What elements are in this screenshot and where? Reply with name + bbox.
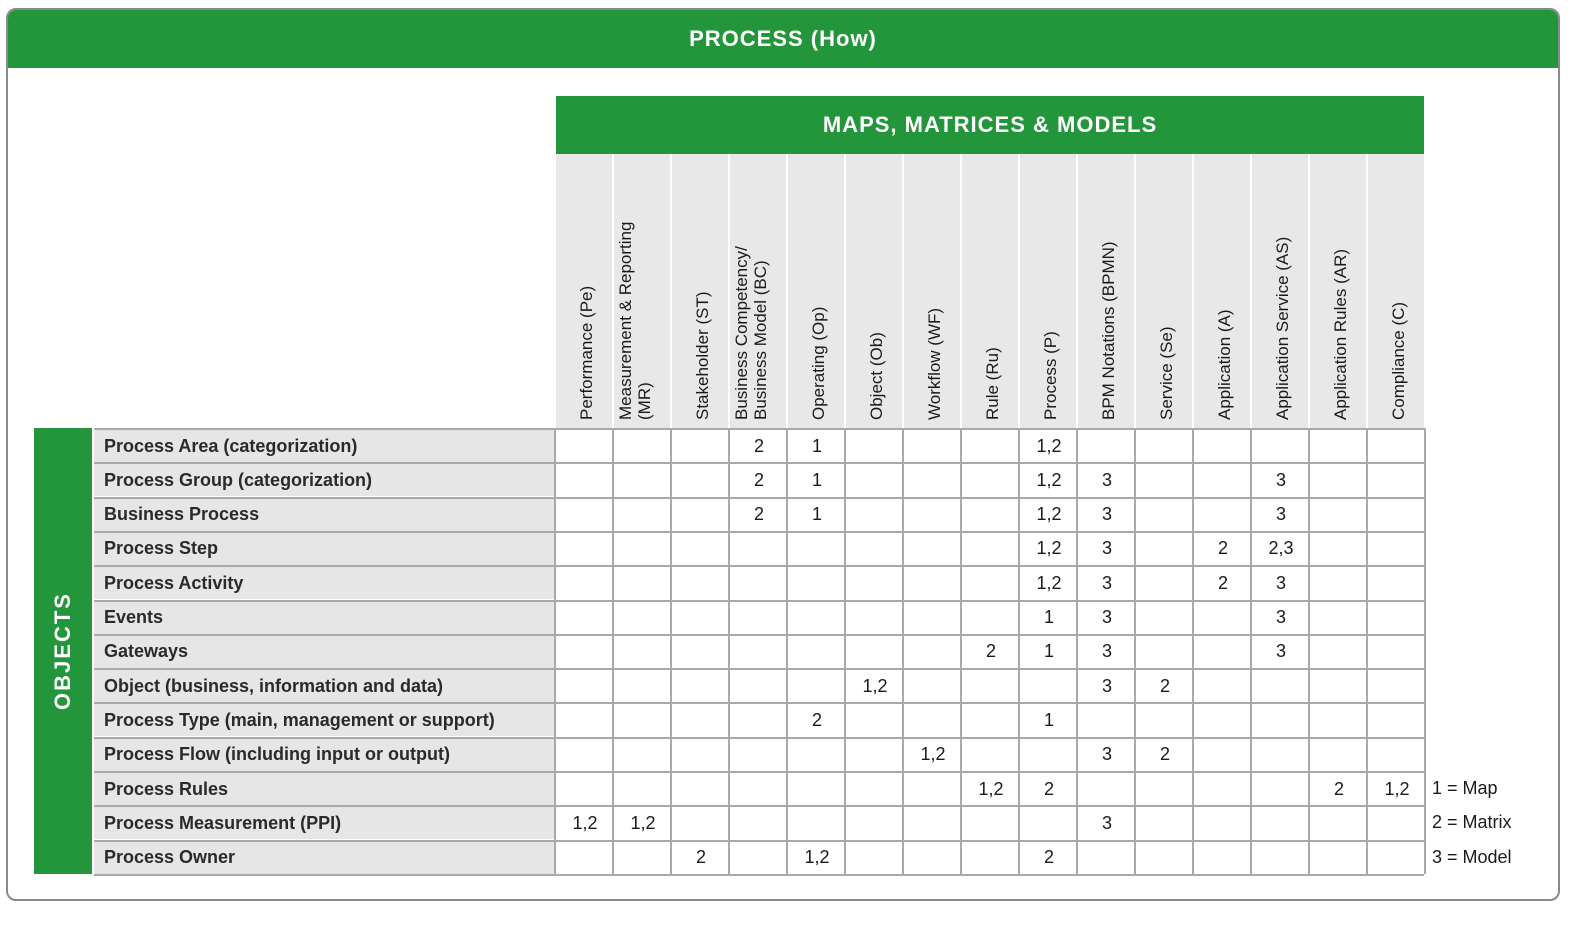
matrix-cell: 1,2 bbox=[1036, 504, 1062, 525]
matrix-cell bbox=[1194, 670, 1252, 702]
matrix-cell: 3 bbox=[1275, 607, 1286, 627]
matrix-cell: 3 bbox=[1101, 607, 1112, 627]
matrix-cell bbox=[1194, 807, 1252, 839]
matrix-cell bbox=[1368, 704, 1426, 736]
matrix-cell: 2 bbox=[753, 504, 764, 525]
matrix-cell bbox=[1368, 842, 1426, 874]
matrix-cell: 2 bbox=[1159, 675, 1170, 696]
matrix-cell bbox=[1252, 807, 1310, 839]
matrix-cell bbox=[556, 636, 614, 668]
matrix-cell bbox=[1368, 499, 1426, 531]
matrix-cell bbox=[556, 533, 614, 565]
column-header bbox=[1368, 154, 1426, 430]
matrix-cell bbox=[1252, 704, 1310, 736]
row-label: Process Step bbox=[94, 533, 554, 565]
legend-item: 3 = Model bbox=[1432, 846, 1512, 867]
column-header bbox=[614, 154, 672, 430]
matrix-cell bbox=[1020, 739, 1078, 771]
matrix-cell bbox=[962, 464, 1020, 496]
column-header-label: Workflow (WF) bbox=[925, 307, 944, 420]
matrix-cell: 1,2 bbox=[978, 778, 1004, 799]
matrix-cell: 1,2 bbox=[804, 847, 830, 868]
page-title: PROCESS (How) bbox=[8, 10, 1558, 68]
column-header bbox=[1194, 154, 1252, 430]
matrix-cell bbox=[730, 704, 788, 736]
matrix-cell: 2 bbox=[753, 435, 764, 456]
matrix-cell: 3 bbox=[1101, 538, 1112, 559]
matrix-cell: 3 bbox=[1101, 675, 1112, 696]
column-divider bbox=[1308, 428, 1310, 874]
matrix-cell bbox=[904, 842, 962, 874]
matrix-cell bbox=[556, 567, 614, 599]
matrix-cell bbox=[730, 773, 788, 805]
row-label: Process Type (main, management or support) bbox=[94, 704, 554, 736]
column-header-label: Application Service (AS) bbox=[1273, 236, 1292, 420]
column-divider bbox=[1018, 428, 1020, 874]
matrix-cell bbox=[730, 602, 788, 634]
matrix-cell: 1,2 bbox=[630, 812, 656, 833]
row-label: Gateways bbox=[94, 636, 554, 668]
matrix-cell bbox=[614, 567, 672, 599]
column-header-label: Service (Se) bbox=[1157, 326, 1176, 420]
process-matrix-panel bbox=[6, 8, 1560, 901]
matrix-cell bbox=[1194, 704, 1252, 736]
matrix-cell: 1,2 bbox=[1036, 469, 1062, 490]
matrix-cell bbox=[962, 533, 1020, 565]
matrix-cell bbox=[846, 807, 904, 839]
matrix-cell bbox=[1368, 567, 1426, 599]
matrix-cell bbox=[1310, 567, 1368, 599]
matrix-cell bbox=[1194, 464, 1252, 496]
matrix-cell bbox=[614, 533, 672, 565]
column-header bbox=[788, 154, 846, 430]
column-divider bbox=[960, 428, 962, 874]
matrix-cell: 2,3 bbox=[1268, 538, 1294, 559]
matrix-cell bbox=[1194, 636, 1252, 668]
matrix-cell bbox=[614, 636, 672, 668]
matrix-cell bbox=[1136, 464, 1194, 496]
matrix-cell bbox=[672, 739, 730, 771]
column-divider bbox=[1366, 428, 1368, 874]
matrix-cell bbox=[1252, 773, 1310, 805]
column-header bbox=[904, 154, 962, 430]
matrix-cell: 1,2 bbox=[1384, 778, 1410, 799]
matrix-cell bbox=[1252, 430, 1310, 462]
column-divider bbox=[1134, 428, 1136, 874]
matrix-cell bbox=[788, 773, 846, 805]
matrix-cell: 3 bbox=[1101, 641, 1112, 662]
maps-matrices-models-header: MAPS, MATRICES & MODELS bbox=[556, 96, 1424, 154]
matrix-cell: 1,2 bbox=[862, 675, 888, 696]
column-divider bbox=[670, 428, 672, 874]
matrix-cell bbox=[1078, 842, 1136, 874]
matrix-cell bbox=[1368, 739, 1426, 771]
matrix-cell bbox=[904, 807, 962, 839]
matrix-cell bbox=[962, 739, 1020, 771]
matrix-cell bbox=[1368, 636, 1426, 668]
column-header-label: BPM Notations (BPMN) bbox=[1099, 241, 1118, 420]
matrix-cell: 2 bbox=[985, 641, 996, 662]
column-header-label: Stakeholder (ST) bbox=[693, 291, 712, 420]
matrix-cell bbox=[556, 842, 614, 874]
matrix-cell: 1,2 bbox=[920, 744, 946, 765]
legend-item: 2 = Matrix bbox=[1432, 812, 1512, 833]
column-divider bbox=[1424, 428, 1426, 874]
matrix-cell bbox=[846, 567, 904, 599]
column-header bbox=[1136, 154, 1194, 430]
matrix-cell bbox=[556, 430, 614, 462]
row-label: Process Measurement (PPI) bbox=[94, 807, 554, 839]
matrix-cell: 2 bbox=[1043, 778, 1054, 799]
matrix-cell bbox=[1136, 842, 1194, 874]
matrix-cell bbox=[1252, 842, 1310, 874]
matrix-cell bbox=[614, 602, 672, 634]
matrix-cell bbox=[1310, 636, 1368, 668]
matrix-cell bbox=[672, 670, 730, 702]
row-label: Object (business, information and data) bbox=[94, 670, 554, 702]
column-divider bbox=[1192, 428, 1194, 874]
matrix-cell bbox=[846, 636, 904, 668]
matrix-cell bbox=[672, 807, 730, 839]
column-divider bbox=[554, 428, 556, 874]
matrix-cell bbox=[1136, 636, 1194, 668]
matrix-cell bbox=[1136, 567, 1194, 599]
matrix-cell bbox=[556, 499, 614, 531]
matrix-cell bbox=[1136, 499, 1194, 531]
matrix-cell: 2 bbox=[753, 469, 764, 490]
matrix-cell bbox=[1020, 670, 1078, 702]
matrix-cell: 1 bbox=[1043, 641, 1054, 662]
matrix-cell bbox=[1078, 773, 1136, 805]
matrix-cell bbox=[962, 602, 1020, 634]
matrix-cell: 1,2 bbox=[1036, 435, 1062, 456]
column-header bbox=[1252, 154, 1310, 430]
column-header-label: Application Rules (AR) bbox=[1331, 248, 1350, 420]
legend-item: 1 = Map bbox=[1432, 778, 1498, 798]
matrix-cell: 3 bbox=[1101, 572, 1112, 593]
matrix-cell: 1 bbox=[1043, 709, 1054, 730]
matrix-cell bbox=[962, 567, 1020, 599]
matrix-cell bbox=[614, 704, 672, 736]
column-header-label: Performance (Pe) bbox=[577, 285, 596, 420]
column-header bbox=[1078, 154, 1136, 430]
matrix-cell: 2 bbox=[1043, 847, 1054, 868]
matrix-cell bbox=[962, 842, 1020, 874]
matrix-cell bbox=[788, 567, 846, 599]
matrix-cell bbox=[672, 567, 730, 599]
matrix-cell bbox=[846, 430, 904, 462]
column-header bbox=[730, 154, 788, 430]
matrix-cell bbox=[1368, 807, 1426, 839]
matrix-cell bbox=[730, 739, 788, 771]
matrix-cell bbox=[1252, 670, 1310, 702]
matrix-cell bbox=[1368, 464, 1426, 496]
matrix-cell bbox=[556, 773, 614, 805]
matrix-cell: 2 bbox=[1217, 572, 1228, 593]
matrix-cell: 3 bbox=[1101, 469, 1112, 490]
matrix-cell: 1 bbox=[1043, 607, 1054, 627]
matrix-cell bbox=[846, 773, 904, 805]
matrix-cell bbox=[1136, 533, 1194, 565]
row-label: Process Flow (including input or output) bbox=[94, 739, 554, 771]
matrix-cell: 1,2 bbox=[1036, 538, 1062, 559]
matrix-cell bbox=[672, 602, 730, 634]
column-divider bbox=[844, 428, 846, 874]
matrix-cell bbox=[614, 842, 672, 874]
column-header-label: Object (Ob) bbox=[867, 332, 886, 420]
matrix-cell bbox=[1020, 807, 1078, 839]
matrix-cell: 2 bbox=[1159, 744, 1170, 765]
matrix-cell: 3 bbox=[1275, 504, 1286, 525]
matrix-cell: 3 bbox=[1275, 641, 1286, 662]
matrix-cell bbox=[672, 430, 730, 462]
column-header-label: Application (A) bbox=[1215, 309, 1234, 420]
matrix-cell bbox=[1310, 842, 1368, 874]
matrix-cell bbox=[672, 499, 730, 531]
matrix-cell bbox=[1136, 430, 1194, 462]
matrix-cell bbox=[1310, 499, 1368, 531]
matrix-cell bbox=[904, 602, 962, 634]
matrix-cell bbox=[904, 533, 962, 565]
objects-side-label: OBJECTS bbox=[50, 592, 75, 710]
matrix-cell: 1 bbox=[811, 435, 822, 456]
matrix-cell bbox=[1078, 704, 1136, 736]
matrix-cell bbox=[962, 670, 1020, 702]
matrix-cell: 3 bbox=[1101, 504, 1112, 525]
column-header bbox=[1310, 154, 1368, 430]
matrix-cell bbox=[556, 704, 614, 736]
matrix-cell bbox=[846, 602, 904, 634]
matrix-cell: 3 bbox=[1275, 572, 1286, 593]
column-header bbox=[846, 154, 904, 430]
row-label: Business Process bbox=[94, 499, 554, 531]
column-header-label: Rule (Ru) bbox=[983, 347, 1002, 420]
matrix-cell bbox=[1368, 533, 1426, 565]
matrix-cell bbox=[730, 842, 788, 874]
objects-side-label-bar bbox=[34, 428, 92, 874]
matrix-cell: 1,2 bbox=[572, 812, 598, 833]
matrix-cell bbox=[1310, 430, 1368, 462]
matrix-cell bbox=[1194, 430, 1252, 462]
matrix-cell bbox=[1310, 807, 1368, 839]
matrix-cell bbox=[1194, 842, 1252, 874]
matrix-cell bbox=[556, 464, 614, 496]
matrix-cell bbox=[556, 670, 614, 702]
matrix-cell: 3 bbox=[1275, 469, 1286, 490]
matrix-cell bbox=[846, 704, 904, 736]
matrix-cell bbox=[556, 739, 614, 771]
column-header-label: Process (P) bbox=[1041, 331, 1060, 420]
matrix-cell bbox=[672, 464, 730, 496]
matrix-cell bbox=[962, 704, 1020, 736]
matrix-cell bbox=[614, 464, 672, 496]
column-header-label: Business Competency/ Business Model (BC) bbox=[732, 246, 770, 420]
matrix-cell bbox=[846, 464, 904, 496]
matrix-cell bbox=[672, 533, 730, 565]
matrix-cell bbox=[1194, 773, 1252, 805]
matrix-cell bbox=[1368, 430, 1426, 462]
matrix-cell bbox=[1136, 704, 1194, 736]
matrix-cell bbox=[1136, 807, 1194, 839]
matrix-cell bbox=[904, 773, 962, 805]
matrix-cell bbox=[1078, 430, 1136, 462]
matrix-cell bbox=[904, 567, 962, 599]
matrix-cell: 1,2 bbox=[1036, 572, 1062, 593]
matrix-cell bbox=[730, 807, 788, 839]
matrix-cell: 1 bbox=[811, 504, 822, 525]
matrix-cell bbox=[614, 430, 672, 462]
matrix-cell bbox=[904, 636, 962, 668]
matrix-cell bbox=[1252, 739, 1310, 771]
row-divider bbox=[94, 874, 1424, 876]
matrix-cell: 2 bbox=[695, 847, 706, 868]
column-divider bbox=[612, 428, 614, 874]
column-divider bbox=[1250, 428, 1252, 874]
matrix-cell bbox=[788, 739, 846, 771]
matrix-cell bbox=[904, 430, 962, 462]
column-divider bbox=[786, 428, 788, 874]
matrix-cell bbox=[1310, 739, 1368, 771]
matrix-cell bbox=[672, 773, 730, 805]
matrix-cell: 2 bbox=[1217, 538, 1228, 559]
matrix-cell bbox=[1310, 704, 1368, 736]
matrix-cell bbox=[904, 464, 962, 496]
matrix-cell bbox=[846, 739, 904, 771]
matrix-cell bbox=[1194, 499, 1252, 531]
column-header bbox=[1020, 154, 1078, 430]
row-label: Process Rules bbox=[94, 773, 554, 805]
matrix-cell bbox=[1368, 602, 1426, 634]
matrix-cell bbox=[1310, 602, 1368, 634]
matrix-cell bbox=[614, 739, 672, 771]
matrix-cell bbox=[904, 704, 962, 736]
column-header-label: Measurement & Reporting (MR) bbox=[616, 221, 654, 420]
matrix-cell bbox=[730, 636, 788, 668]
matrix-cell bbox=[962, 807, 1020, 839]
matrix-cell bbox=[1310, 533, 1368, 565]
matrix-cell bbox=[672, 636, 730, 668]
matrix-cell bbox=[788, 533, 846, 565]
matrix-cell bbox=[614, 773, 672, 805]
column-divider bbox=[1076, 428, 1078, 874]
matrix-cell bbox=[962, 430, 1020, 462]
matrix-cell: 2 bbox=[811, 709, 822, 730]
matrix-cell bbox=[1368, 670, 1426, 702]
matrix-cell bbox=[672, 704, 730, 736]
column-divider bbox=[902, 428, 904, 874]
matrix-cell: 3 bbox=[1101, 812, 1112, 833]
matrix-cell bbox=[904, 499, 962, 531]
column-header bbox=[556, 154, 614, 430]
column-divider bbox=[728, 428, 730, 874]
column-header bbox=[962, 154, 1020, 430]
row-label: Process Owner bbox=[94, 842, 554, 874]
matrix-cell bbox=[962, 499, 1020, 531]
matrix-cell bbox=[614, 499, 672, 531]
matrix-cell bbox=[904, 670, 962, 702]
column-header bbox=[672, 154, 730, 430]
row-label: Process Activity bbox=[94, 567, 554, 599]
matrix-cell bbox=[730, 670, 788, 702]
matrix-cell: 2 bbox=[1333, 778, 1344, 799]
matrix-cell bbox=[788, 636, 846, 668]
matrix-cell bbox=[730, 567, 788, 599]
matrix-cell bbox=[614, 670, 672, 702]
column-header-label: Compliance (C) bbox=[1389, 301, 1408, 420]
matrix-cell: 3 bbox=[1101, 744, 1112, 765]
row-divider bbox=[94, 428, 1424, 430]
matrix-cell: 1 bbox=[811, 469, 822, 490]
matrix-cell bbox=[788, 670, 846, 702]
matrix-cell bbox=[846, 842, 904, 874]
column-header-label: Operating (Op) bbox=[809, 306, 828, 420]
matrix-cell bbox=[1194, 602, 1252, 634]
row-label: Events bbox=[94, 602, 554, 634]
matrix-cell bbox=[846, 533, 904, 565]
matrix-cell bbox=[1194, 739, 1252, 771]
matrix-cell bbox=[730, 533, 788, 565]
matrix-cell bbox=[788, 602, 846, 634]
matrix-cell bbox=[556, 602, 614, 634]
matrix-cell bbox=[1136, 773, 1194, 805]
matrix-cell bbox=[1310, 670, 1368, 702]
matrix-cell bbox=[1310, 464, 1368, 496]
row-label: Process Area (categorization) bbox=[94, 430, 554, 462]
matrix-cell bbox=[846, 499, 904, 531]
matrix-cell bbox=[1136, 602, 1194, 634]
row-label: Process Group (categorization) bbox=[94, 464, 554, 496]
matrix-cell bbox=[788, 807, 846, 839]
